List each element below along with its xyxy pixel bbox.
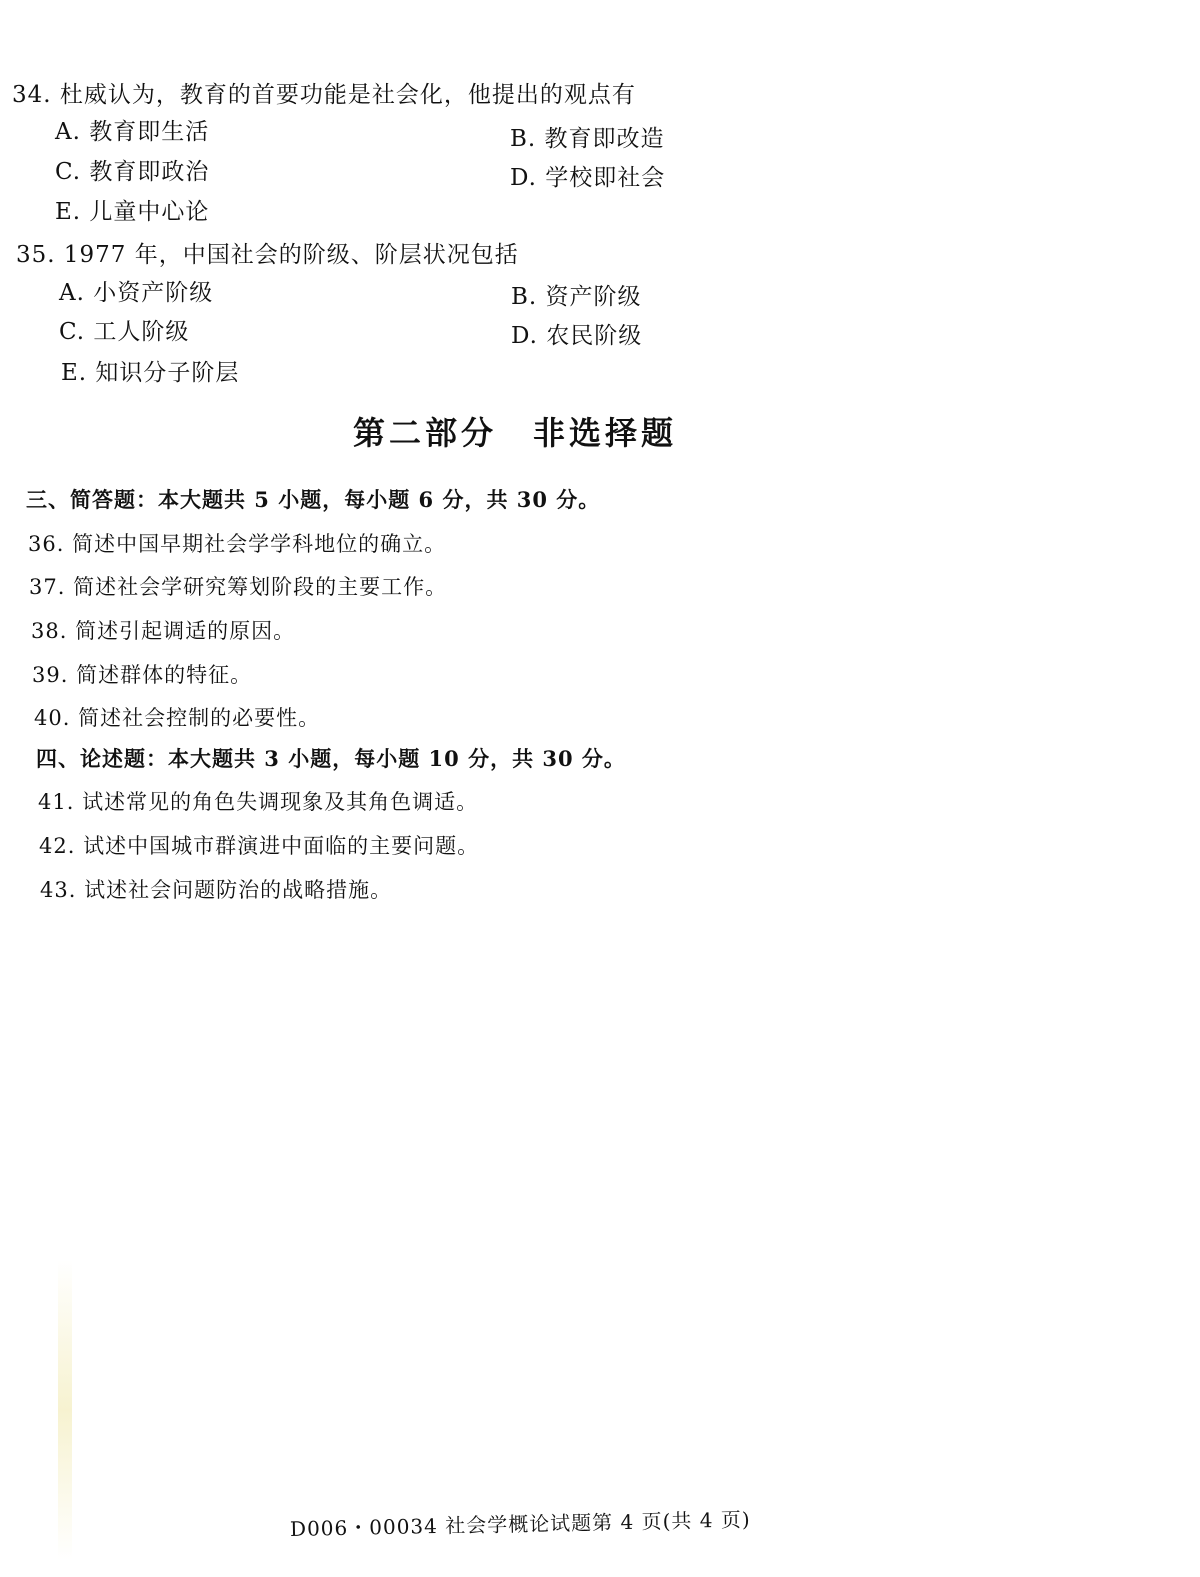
essay-question: 42. 试述中国城市群演进中面临的主要问题。	[39, 834, 480, 858]
question-34-option-a: A. 教育即生活	[55, 119, 210, 145]
question-35-option-a: A. 小资产阶级	[59, 280, 214, 306]
scan-edge-mark	[58, 1260, 72, 1560]
page-footer: D006・00034 社会学概论试题第 4 页(共 4 页)	[289, 1507, 751, 1541]
short-answer-question: 36. 简述中国早期社会学学科地位的确立。	[28, 532, 447, 556]
question-34-stem: 34. 杜威认为，教育的首要功能是社会化，他提出的观点有	[12, 82, 636, 108]
short-answer-question: 37. 简述社会学研究筹划阶段的主要工作。	[29, 575, 448, 599]
essay-question: 43. 试述社会问题防治的战略措施。	[40, 878, 393, 902]
short-answer-question: 38. 简述引起调适的原因。	[31, 619, 296, 643]
question-35-option-e: E. 知识分子阶层	[61, 360, 240, 386]
essay-question: 41. 试述常见的角色失调现象及其角色调适。	[38, 790, 479, 814]
section-four-heading: 四、论述题：本大题共 3 小题，每小题 10 分，共 30 分。	[36, 746, 626, 771]
question-34-option-b: B. 教育即改造	[510, 126, 665, 152]
part-two-title: 第二部分 非选择题	[352, 414, 677, 452]
short-answer-question: 40. 简述社会控制的必要性。	[34, 706, 321, 730]
short-answer-question: 39. 简述群体的特征。	[32, 663, 253, 687]
question-34-option-d: D. 学校即社会	[510, 165, 666, 191]
question-35-option-d: D. 农民阶级	[511, 323, 643, 349]
section-three-heading: 三、简答题：本大题共 5 小题，每小题 6 分，共 30 分。	[26, 487, 601, 512]
question-35-stem: 35. 1977 年，中国社会的阶级、阶层状况包括	[16, 242, 519, 268]
question-35-option-b: B. 资产阶级	[511, 284, 642, 310]
question-34-option-c: C. 教育即政治	[55, 159, 210, 185]
question-35-option-c: C. 工人阶级	[59, 319, 190, 345]
question-34-option-e: E. 儿童中心论	[55, 199, 210, 225]
